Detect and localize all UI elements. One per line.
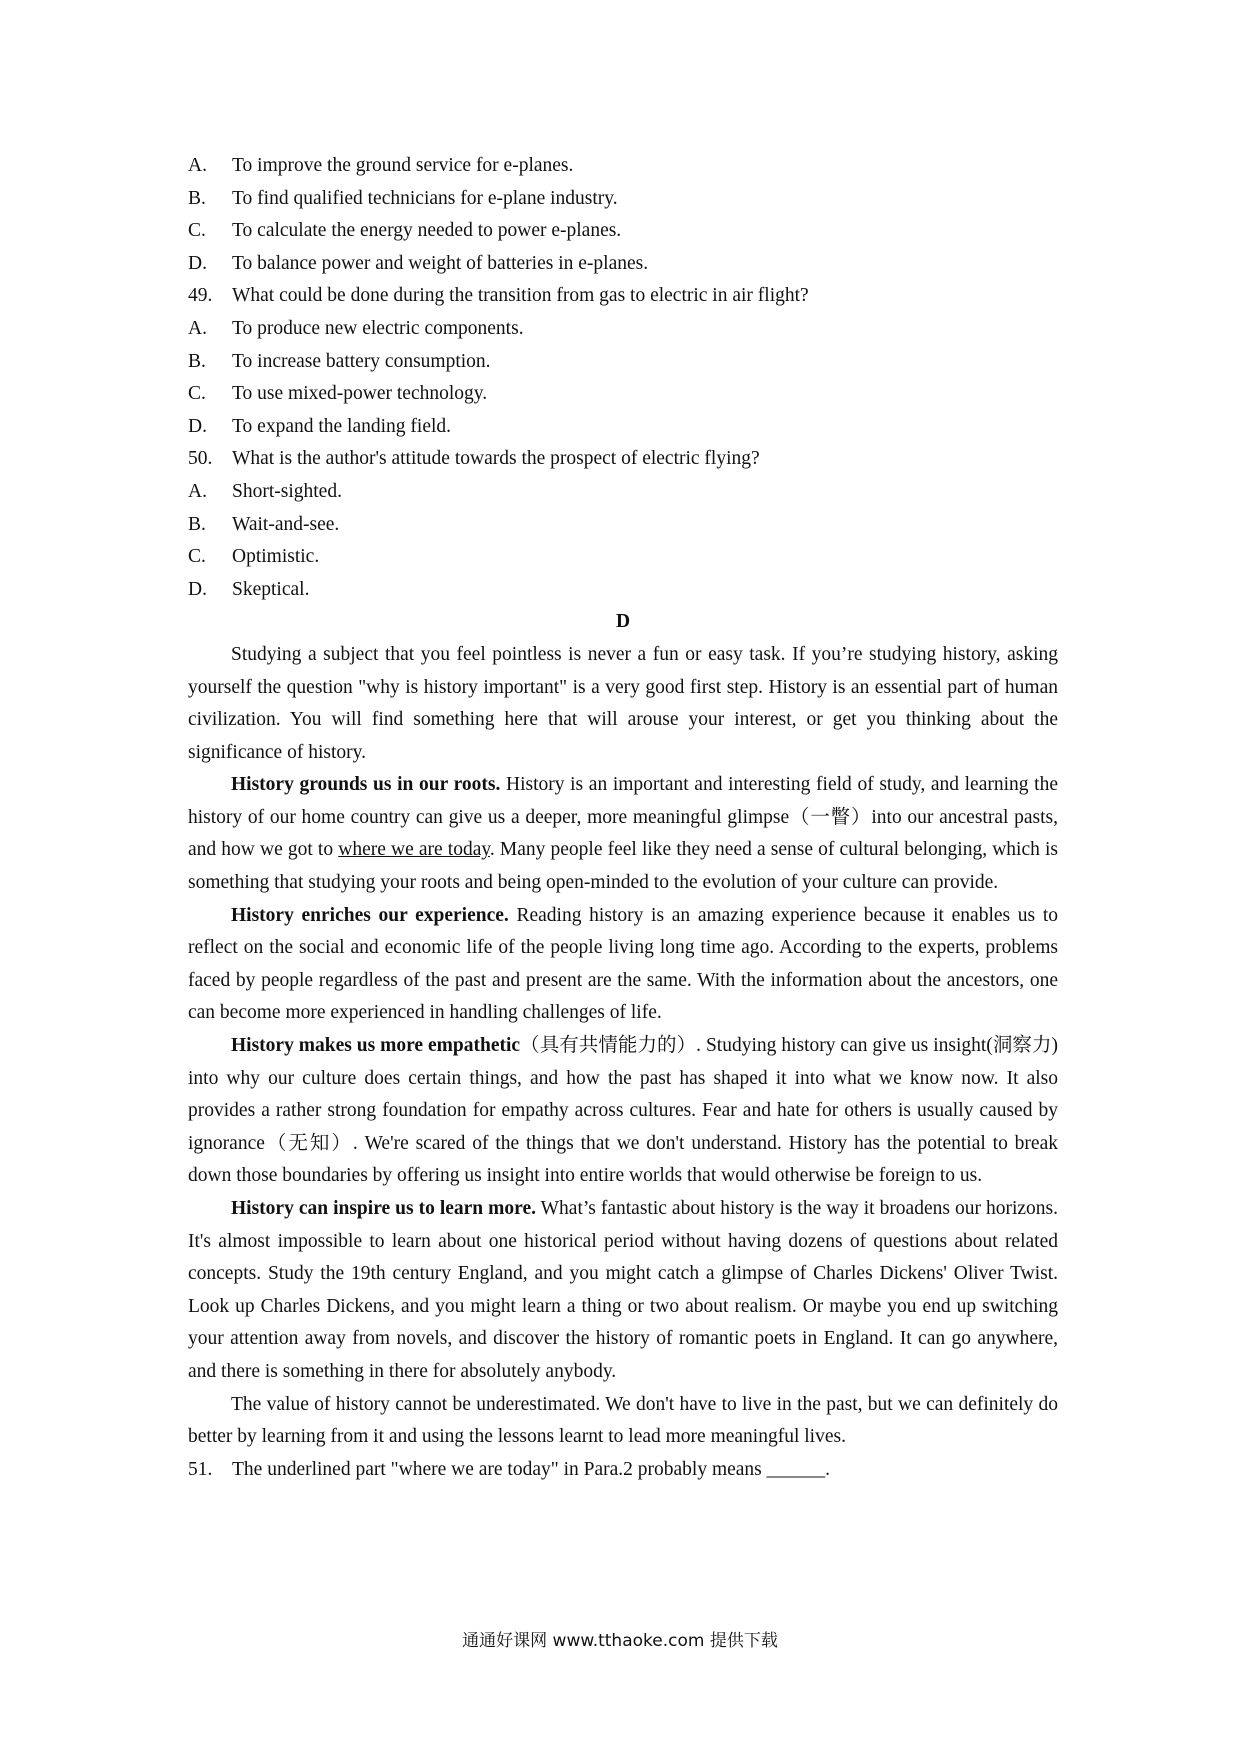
option-a: A. To improve the ground service for e-planes. xyxy=(188,155,574,176)
paragraph-heading: History makes us more empathetic xyxy=(231,1035,521,1057)
option-b: B. Wait-and-see. xyxy=(188,513,340,535)
paragraph-heading: History grounds us in our roots. xyxy=(231,774,501,796)
paragraph-3: History enriches our experience. Reading history is an amazing experience because it enables us to reflect on the social and economic life of the people living long time ago. According to the experts, problems faced by people regardless of the past and present are the same. With the information about the ancestors, one can become more experienced in handling challenges of life. xyxy=(188,904,1059,1024)
section-title: D xyxy=(615,611,631,633)
passage-d xyxy=(188,639,1058,1454)
paragraph-heading: History can inspire us to learn more. xyxy=(231,1198,536,1219)
underlined-phrase: where we are today xyxy=(338,839,490,861)
question-50 xyxy=(188,443,1058,606)
paragraph-2: History grounds us in our roots. History is an important and interesting field of study, and learning the history of our home country can give us a deeper, more meaningful glimpse（一瞥）into our ancestral pasts, and how we got to where we are today. Many people feel like they need a sense of cultural belonging, which is something that studying your roots and being open-minded to the evolution of your culture can provide. xyxy=(188,774,1059,894)
paragraph-5: History can inspire us to learn more. What’s fantastic about history is the way it broadens our horizons. It's almost impossible to learn about one historical period without having dozens of questions about related concepts. Study the 19th century England, and you might catch a glimpse of Charles Dickens' Oliver Twist. Look up Charles Dickens, and you might learn a thing or two about realism. Or maybe you end up switching your attention away from novels, and discover the history of romantic poets in England. It can go anywhere, and there is something in there for absolutely anybody. xyxy=(188,1198,1058,1382)
option-c: C. Optimistic. xyxy=(188,546,320,568)
option-d: D. To balance power and weight of batteries in e-planes. xyxy=(188,252,649,274)
option-a: A. To produce new electric components. xyxy=(188,317,524,339)
option-c: C. To calculate the energy needed to power e-planes. xyxy=(188,220,622,242)
paragraph-4: History makes us more empathetic（具有共情能力的）. Studying history can give us insight(洞察力) into why our culture does certain things, and how the past has shaped it into what we know now. It also provides a rather strong foundation for empathy across cultures. Fear and hate for others is usually caused by ignorance（无知）. We're scared of the things that we don't understand. History has the potential to break down those boundaries by offering us insight into entire worlds that would otherwise be foreign to us. xyxy=(188,1035,1058,1187)
question-51: 51. The underlined part "where we are today" in Para.2 probably means ______. xyxy=(188,1458,831,1480)
option-b: B. To increase battery consumption. xyxy=(188,350,491,372)
option-a: A. Short-sighted. xyxy=(188,480,342,502)
paragraph-heading: History enriches our experience. xyxy=(231,904,509,926)
footer-watermark: 通通好课网 www.tthaoke.com 提供下载 xyxy=(462,1631,778,1651)
option-c: C. To use mixed-power technology. xyxy=(188,383,488,405)
gloss: （具有共情能力的）. xyxy=(520,1035,702,1057)
option-d: D. Skeptical. xyxy=(188,578,310,600)
paragraph-6: The value of history cannot be underestimated. We don't have to live in the past, but we can definitely do better by learning from it and using the lessons learnt to lead more meaningful lives. xyxy=(188,1393,1058,1448)
question-49 xyxy=(188,280,1058,443)
option-d: D. To expand the landing field. xyxy=(188,415,452,437)
question-stem: 49. What could be done during the transition from gas to electric in air flight? xyxy=(188,285,809,307)
exam-page xyxy=(188,150,1058,1486)
option-b: B. To find qualified technicians for e-plane industry. xyxy=(188,187,618,209)
q48-options xyxy=(188,150,1058,280)
paragraph-1: Studying a subject that you feel pointless is never a fun or easy task. If you’re studying history, asking yourself the question "why is history important" is a very good first step. History is an essential part of human civilization. You will find something here that will arouse your interest, or get you thinking about the significance of history. xyxy=(188,643,1058,763)
question-stem: 50. What is the author's attitude towards the prospect of electric flying? xyxy=(188,448,760,470)
